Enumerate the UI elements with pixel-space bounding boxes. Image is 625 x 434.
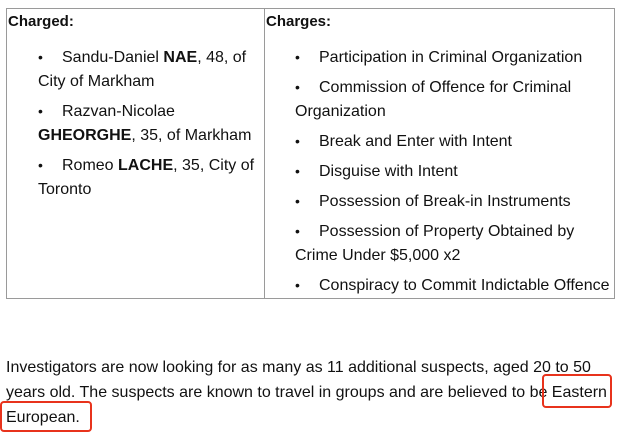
bullet-icon: • bbox=[38, 157, 43, 173]
charge-item bbox=[295, 219, 615, 268]
highlight-annotation bbox=[542, 374, 612, 408]
charge-item bbox=[295, 189, 615, 214]
charged-details: , 48, of City of Markham bbox=[38, 49, 247, 90]
bullet-icon: • bbox=[295, 223, 300, 239]
charged-details: , 35, City of Toronto bbox=[38, 157, 255, 198]
charge-text: Conspiracy to Commit Indictable Offence bbox=[319, 277, 610, 294]
charged-details: , 35, of Markham bbox=[131, 127, 252, 144]
charged-item bbox=[38, 99, 266, 148]
charges-header: Charges: bbox=[266, 13, 332, 30]
bullet-icon: • bbox=[38, 49, 43, 65]
charged-first-name: Razvan-Nicolae bbox=[62, 103, 175, 120]
bullet-icon: • bbox=[295, 193, 300, 209]
charge-item bbox=[295, 129, 615, 154]
charged-last-name: NAE bbox=[163, 49, 198, 66]
bullet-icon: • bbox=[295, 277, 300, 293]
charge-item bbox=[295, 159, 615, 184]
bullet-icon: • bbox=[38, 103, 43, 119]
charged-list bbox=[38, 45, 266, 207]
charged-last-name: GHEORGHE bbox=[38, 127, 132, 144]
charge-text: Possession of Break-in Instruments bbox=[319, 193, 571, 210]
charge-item bbox=[295, 45, 615, 70]
charged-item bbox=[38, 153, 266, 202]
charges-column bbox=[265, 9, 614, 298]
charges-list bbox=[295, 45, 615, 303]
charge-text: Disguise with Intent bbox=[319, 163, 458, 180]
charge-item bbox=[295, 75, 615, 124]
highlight-annotation bbox=[0, 401, 92, 432]
charge-text: Possession of Property Obtained by Crime Under $5,000 x2 bbox=[295, 223, 575, 264]
bullet-icon: • bbox=[295, 79, 300, 95]
bullet-icon: • bbox=[295, 163, 300, 179]
charged-item bbox=[38, 45, 266, 94]
charged-first-name: Sandu-Daniel bbox=[62, 49, 164, 66]
charged-column bbox=[7, 9, 265, 298]
charged-first-name: Romeo bbox=[62, 157, 119, 174]
investigation-paragraph: Investigators are now looking for as many as 11 additional suspects, aged 20 to 50 years old. The suspects are known to travel in groups and are believed to be Eastern European. bbox=[6, 359, 607, 426]
charges-table bbox=[6, 8, 615, 299]
charged-last-name: LACHE bbox=[118, 157, 174, 174]
charge-text: Commission of Offence for Criminal Organization bbox=[295, 79, 572, 120]
charged-header: Charged: bbox=[8, 13, 74, 30]
charge-item bbox=[295, 273, 615, 298]
charge-text: Break and Enter with Intent bbox=[319, 133, 512, 150]
bullet-icon: • bbox=[295, 133, 300, 149]
bullet-icon: • bbox=[295, 49, 300, 65]
charge-text: Participation in Criminal Organization bbox=[319, 49, 583, 66]
